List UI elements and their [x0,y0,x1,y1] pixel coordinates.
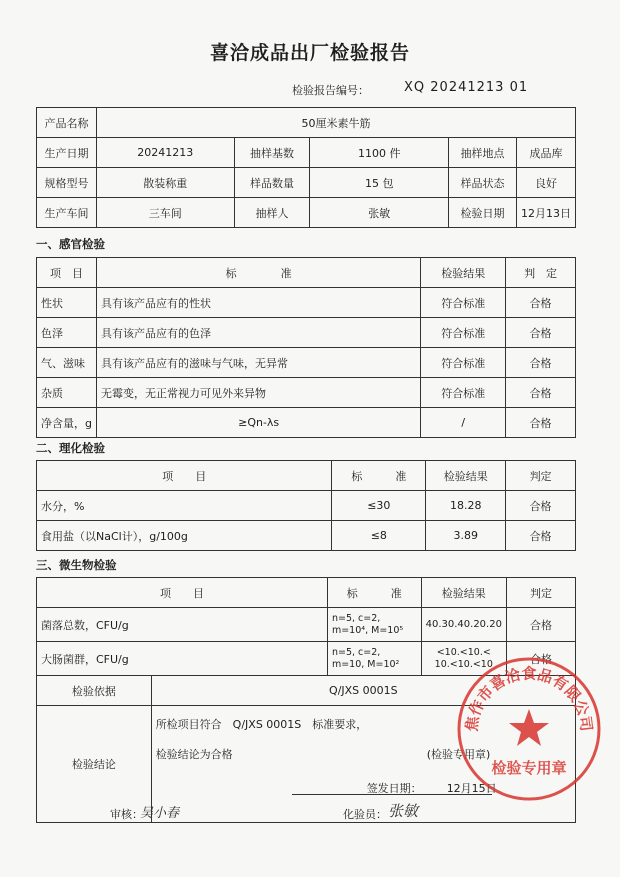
sensory-result: 符合标准 [421,318,506,348]
sensory-header-verdict: 判 定 [506,258,576,288]
conclusion-line1: 所检项目符合 Q/JXS 0001S 标准要求， [155,718,368,731]
sample-state-label: 样品状态 [449,168,517,198]
sensory-header-standard: 标 准 [96,258,420,288]
sample-qty-label: 样品数量 [234,168,310,198]
conclusion-label: 检验结论 [37,706,152,823]
reviewer-label: 审核： [110,808,143,821]
physchem-header-standard: 标 准 [332,461,426,491]
stamp-note: (检验专用章) [426,748,491,761]
product-name-label: 产品名称 [37,108,97,138]
sample-qty: 15 包 [310,168,449,198]
physchem-result: 18.28 [426,491,506,521]
sensory-item: 气、滋味 [37,348,97,378]
test-date: 12月13日 [516,198,575,228]
sensory-standard: 具有该产品应有的色泽 [96,318,420,348]
physchem-header-item: 项 目 [37,461,332,491]
sample-base-label: 抽样基数 [234,138,310,168]
sample-place-label: 抽样地点 [449,138,517,168]
spec-label: 规格型号 [37,168,97,198]
report-number-value: XQ 20241213 01 [404,80,529,95]
workshop: 三车间 [96,198,234,228]
sensory-item: 杂质 [37,378,97,408]
basis-value: Q/JXS 0001S [151,676,575,706]
micro-result-line1: 40.30.40.20.20 [425,619,502,630]
sensory-item: 净含量，g [37,408,97,438]
table-row [37,491,576,521]
physchem-header-verdict: 判定 [506,461,576,491]
table-row [37,348,576,378]
sensory-verdict: 合格 [506,288,576,318]
table-row [37,288,576,318]
sampler: 张敏 [310,198,449,228]
sensory-verdict: 合格 [506,318,576,348]
sample-base: 1100 件 [310,138,449,168]
micro-header-standard: 标 准 [327,578,421,608]
sensory-item: 色泽 [37,318,97,348]
tester-signature: 张敏 [388,802,419,820]
physchem-result: 3.89 [426,521,506,551]
physchem-item: 食用盐（以NaCl计），g/100g [37,521,332,551]
sampler-label: 抽样人 [234,198,310,228]
table-row [37,318,576,348]
sensory-standard: ≥Qn-λs [96,408,420,438]
report-number-label: 检验报告编号： [292,84,369,97]
tester-label: 化验员： [343,808,387,821]
sensory-standard: 具有该产品应有的性状 [96,288,420,318]
product-name: 50厘米素牛筋 [96,108,575,138]
report-title: 喜洽成品出厂检验报告 [209,42,410,64]
issue-date: 12月15日 [446,782,497,795]
micro-header-result: 检验结果 [421,578,506,608]
micro-standard-line2: m=10, M=10² [331,658,400,670]
sensory-result: 符合标准 [421,288,506,318]
physchem-verdict: 合格 [506,521,576,551]
table-row [37,608,576,642]
sensory-standard: 具有该产品应有的滋味与气味，无异常 [96,348,420,378]
table-row [37,378,576,408]
sensory-result: 符合标准 [421,378,506,408]
sample-state: 良好 [516,168,575,198]
physchem-header-result: 检验结果 [426,461,506,491]
sensory-result: 符合标准 [421,348,506,378]
sensory-heading: 一、感官检验 [36,237,105,251]
table-row [37,521,576,551]
micro-header-item: 项 目 [37,578,328,608]
workshop-label: 生产车间 [37,198,97,228]
micro-standard-line2: m=10⁴, M=10⁵ [331,624,404,636]
micro-standard-line1: n=5, c=2, [331,612,381,624]
micro-item: 菌落总数，CFU/g [37,608,328,642]
physchem-standard: ≤30 [332,491,426,521]
micro-verdict: 合格 [506,608,575,642]
physchem-verdict: 合格 [506,491,576,521]
spec: 散装称重 [96,168,234,198]
physchem-table [36,460,576,551]
production-date-label: 生产日期 [37,138,97,168]
sensory-header-result: 检验结果 [421,258,506,288]
issue-date-label: 签发日期： [366,782,422,795]
micro-standard-line1: n=5, c=2, [331,646,381,658]
company-seal [455,655,603,803]
physchem-item: 水分，% [37,491,332,521]
star-icon [509,709,549,746]
micro-heading: 三、微生物检验 [36,558,117,572]
physchem-heading: 二、理化检验 [36,441,105,455]
sensory-result: / [421,408,506,438]
sensory-standard: 无霉变，无正常视力可见外来异物 [96,378,420,408]
product-info-table [36,107,576,228]
physchem-standard: ≤8 [332,521,426,551]
sensory-item: 性状 [37,288,97,318]
micro-item: 大肠菌群，CFU/g [37,642,328,676]
sensory-header-item: 项 目 [37,258,97,288]
production-date: 20241213 [96,138,234,168]
micro-result-line1: <10.<10.< [436,646,491,658]
micro-header-verdict: 判定 [506,578,575,608]
conclusion-line2: 检验结论为合格 [155,748,233,761]
micro-verdict: 合格 [506,642,575,676]
sensory-verdict: 合格 [506,408,576,438]
reviewer-signature: 吴小春 [140,806,180,821]
seal-top-text: 焦作市喜洽食品有限公司 [462,664,596,733]
basis-label: 检验依据 [37,676,152,706]
seal-bottom-text: 检验专用章 [491,759,567,777]
sample-place: 成品库 [516,138,575,168]
sensory-verdict: 合格 [506,378,576,408]
micro-result-line2: 10.<10.<10 [434,658,493,670]
table-row [37,408,576,438]
sensory-table [36,257,576,438]
test-date-label: 检验日期 [449,198,517,228]
sensory-verdict: 合格 [506,348,576,378]
